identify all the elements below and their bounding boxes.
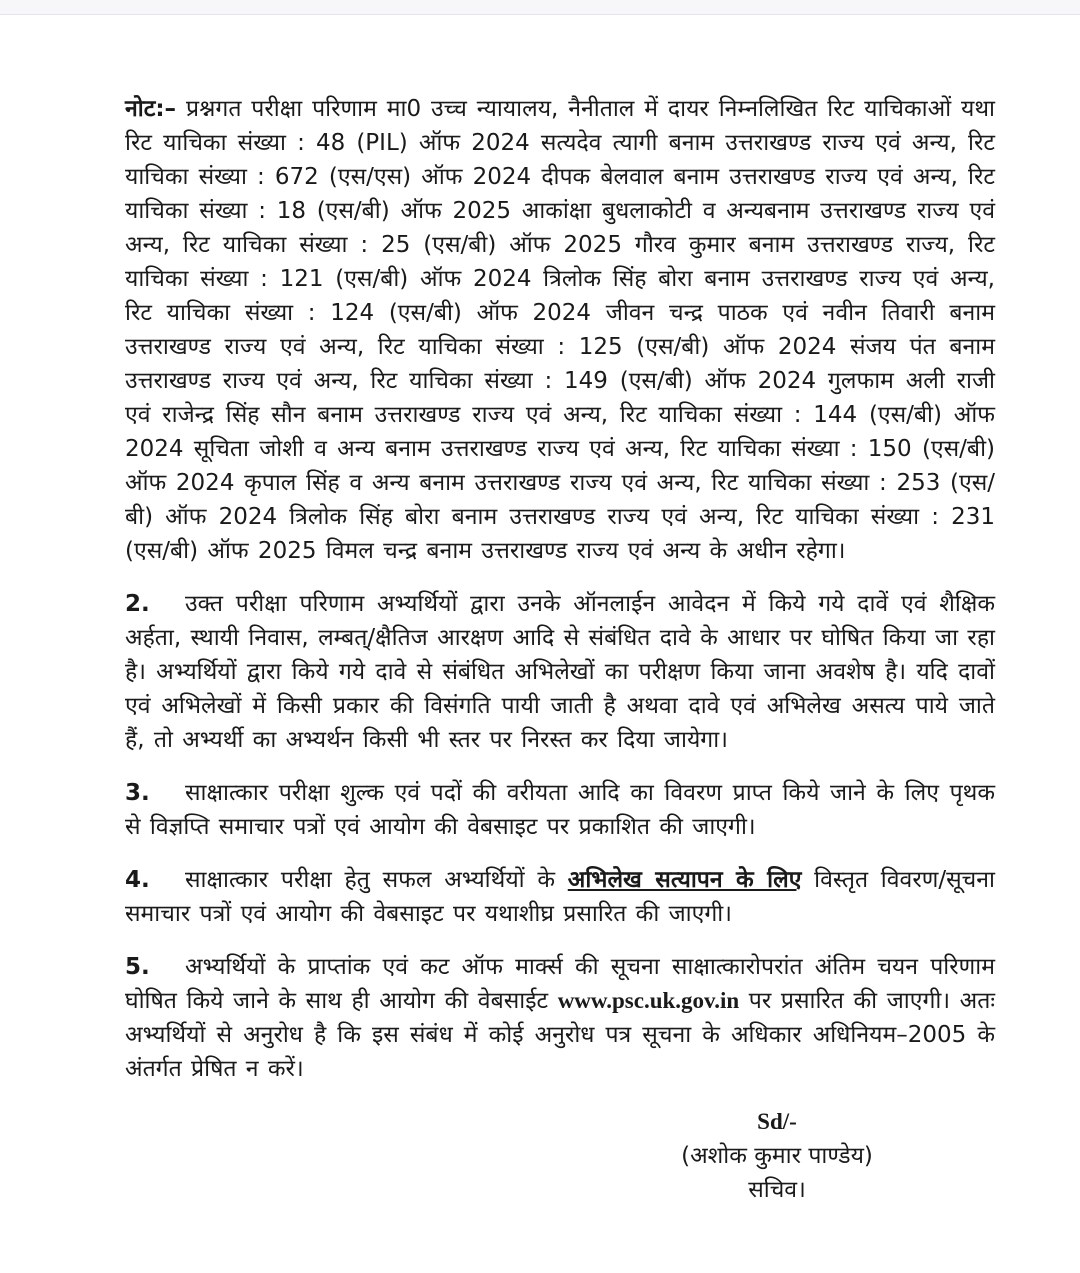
signature-sd: Sd/- — [757, 1109, 797, 1134]
signatory-title: सचिव। — [748, 1177, 806, 1203]
paragraph-4 — [125, 863, 995, 931]
paragraph-4-number: 4. — [125, 867, 150, 893]
paragraph-5-body-after: पर प्रसारित की जाएगी। अतः अभ्यर्थियों से अनुरोध है कि इस संबंध में कोई अनुरोध पत्र सूचना के अधिकार अधिनियम–2005 के अंतर्गत प्रेषित न करें। — [125, 988, 995, 1082]
top-border-bar — [0, 0, 1080, 15]
paragraph-4-body-before: साक्षात्कार परीक्षा हेतु सफल अभ्यर्थियों के — [185, 867, 568, 893]
signature-block — [657, 1105, 897, 1207]
paragraph-3-number: 3. — [125, 780, 150, 806]
note-body: प्रश्नगत परीक्षा परिणाम मा0 उच्च न्यायालय, नैनीताल में दायर निम्नलिखित रिट याचिकाओं यथा रिट याचिका संख्या : 48 (PIL) ऑफ 2024 सत्यदेव त्यागी बनाम उत्तराखण्ड राज्य एवं अन्य, रिट याचिका संख्या : 672 (एस/एस) ऑफ 2024 दीपक बेलवाल बनाम उत्तराखण्ड राज्य एवं अन्य, रिट याचिका संख्या : 18 (एस/बी) ऑफ 2025 आकांक्षा बुधलाकोटी व अन्यबनाम उत्तराखण्ड राज्य एवं अन्य, रिट याचिका संख्या : 25 (एस/बी) ऑफ 2025 गौरव कुमार बनाम उत्तराखण्ड राज्य, रिट याचिका संख्या : 121 (एस/बी) ऑफ 2024 त्रिलोक सिंह बोरा बनाम उत्तराखण्ड राज्य एवं अन्य, रिट याचिका संख्या : 124 (एस/बी) ऑफ 2024 जीवन चन्द्र पाठक एवं नवीन तिवारी बनाम उत्तराखण्ड राज्य एवं अन्य, रिट याचिका संख्या : 125 (एस/बी) ऑफ 2024 संजय पंत बनाम उत्तराखण्ड राज्य एवं अन्य, रिट याचिका संख्या : 149 (एस/बी) ऑफ 2024 गुलफाम अली राजी एवं राजेन्द्र सिंह सौन बनाम उत्तराखण्ड राज्य एवं अन्य, रिट याचिका संख्या : 144 (एस/बी) ऑफ 2024 सूचिता जोशी व अन्य बनाम उत्तराखण्ड राज्य एवं अन्य, रिट याचिका संख्या : 150 (एस/बी) ऑफ 2024 कृपाल सिंह व अन्य बनाम उत्तराखण्ड राज्य एवं अन्य, रिट याचिका संख्या : 253 (एस/बी) ऑफ 2024 त्रिलोक सिंह बोरा बनाम उत्तराखण्ड राज्य एवं अन्य, रिट याचिका संख्या : 231 (एस/बी) ऑफ 2025 विमल चन्द्र बनाम उत्तराखण्ड राज्य एवं अन्य के अधीन रहेगा। — [125, 96, 995, 564]
note-label: नोट:– — [125, 96, 177, 122]
note-paragraph — [125, 92, 995, 568]
paragraph-4-body-after: विस्तृत विवरण/सूचना समाचार पत्रों एवं आयोग की वेबसाइट पर यथाशीघ्र प्रसारित की जाएगी। — [125, 867, 995, 927]
paragraph-2-number: 2. — [125, 591, 150, 617]
paragraph-5 — [125, 950, 995, 1086]
document-content — [0, 15, 1080, 1207]
paragraph-5-body-before: अभ्यर्थियों के प्राप्तांक एवं कट ऑफ मार्क्स की सूचना साक्षात्कारोपरांत अंतिम चयन परिणाम घोषित किये जाने के साथ ही आयोग की वेबसाईट — [125, 954, 995, 1014]
paragraph-3-body: साक्षात्कार परीक्षा शुल्क एवं पदों की वरीयता आदि का विवरण प्राप्त किये जाने के लिए पृथक से विज्ञप्ति समाचार पत्रों एवं आयोग की वेबसाइट पर प्रकाशित की जाएगी। — [125, 780, 995, 840]
paragraph-2-body: उक्त परीक्षा परिणाम अभ्यर्थियों द्वारा उनके ऑनलाईन आवेदन में किये गये दावें एवं शैक्षिक अर्हता, स्थायी निवास, लम्बत्/क्षैतिज आरक्षण आदि से संबंधित दावे के आधार पर घोषित किया जा रहा है। अभ्यर्थियों द्वारा किये गये दावे से संबंधित अभिलेखों का परीक्षण किया जाना अवशेष है। यदि दावों एवं अभिलेखों में किसी प्रकार की विसंगति पायी जाती है अथवा दावे एवं अभिलेख असत्य पाये जाते हैं, तो अभ्यर्थी का अभ्यर्थन किसी भी स्तर पर निरस्त कर दिया जायेगा। — [125, 591, 995, 753]
paragraph-5-number: 5. — [125, 954, 150, 980]
website-url: www.psc.uk.gov.in — [557, 988, 740, 1013]
paragraph-3 — [125, 776, 995, 844]
paragraph-4-emphasis: अभिलेख सत्यापन के लिए — [567, 867, 802, 893]
paragraph-2 — [125, 587, 995, 757]
signatory-name: (अशोक कुमार पाण्डेय) — [681, 1143, 873, 1169]
